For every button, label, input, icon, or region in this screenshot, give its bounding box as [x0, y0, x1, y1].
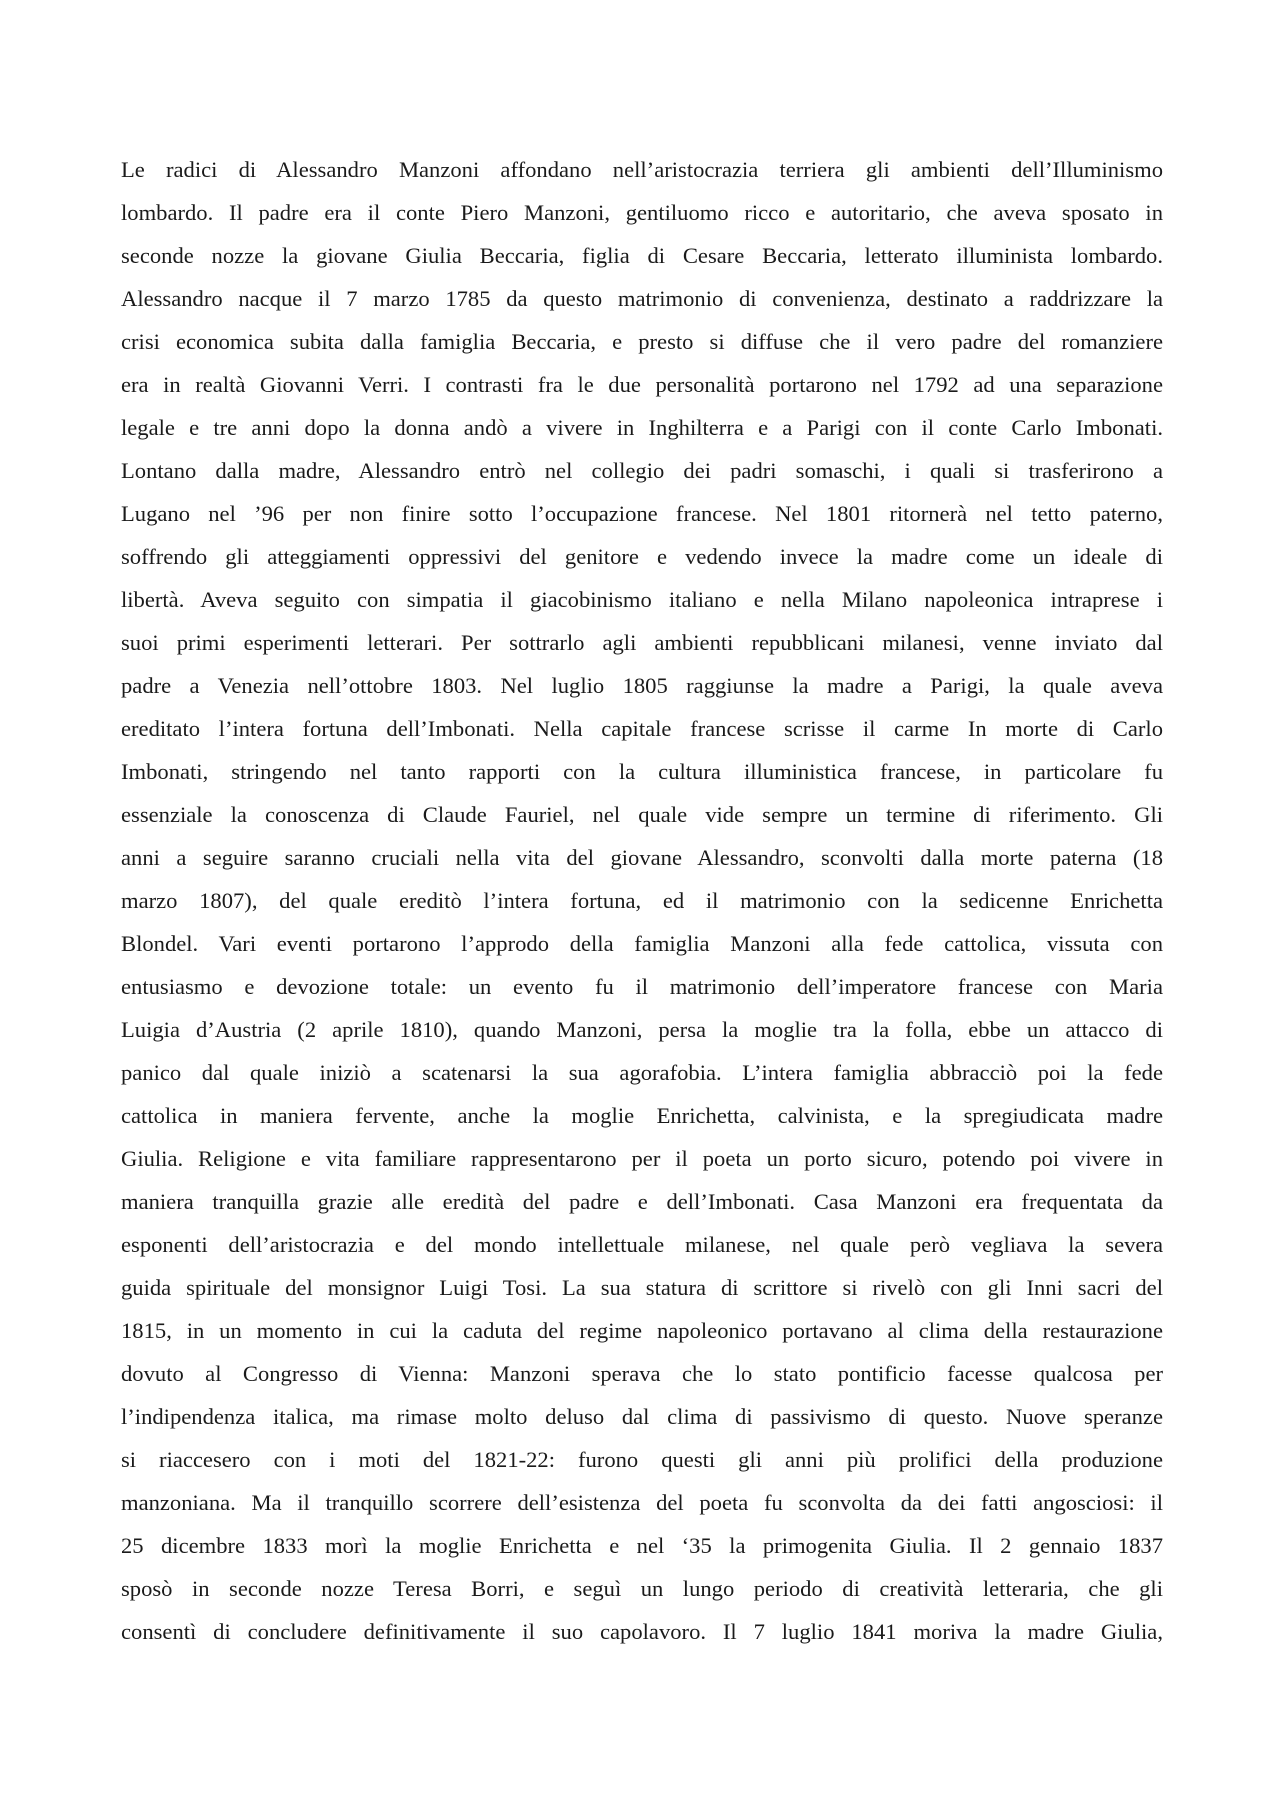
paragraph-line: seconde nozze la giovane Giulia Beccaria, figlia di Cesare Beccaria, letterato illuminista lombardo.: [121, 243, 1163, 268]
paragraph-line: padre a Venezia nell’ottobre 1803. Nel luglio 1805 raggiunse la madre a Parigi, la quale aveva: [121, 673, 1163, 698]
paragraph-line: guida spirituale del monsignor Luigi Tosi. La sua statura di scrittore si rivelò con gli Inni sacri del: [121, 1275, 1163, 1300]
paragraph-line: Lugano nel ’96 per non finire sotto l’occupazione francese. Nel 1801 ritornerà nel tetto paterno,: [121, 501, 1163, 526]
paragraph-line: anni a seguire saranno cruciali nella vita del giovane Alessandro, sconvolti dalla morte paterna (18: [121, 845, 1163, 870]
paragraph-line: esponenti dell’aristocrazia e del mondo intellettuale milanese, nel quale però vegliava la severa: [121, 1232, 1163, 1257]
paragraph-line: Luigia d’Austria (2 aprile 1810), quando Manzoni, persa la moglie tra la folla, ebbe un attacco di: [121, 1017, 1163, 1042]
paragraph-line: entusiasmo e devozione totale: un evento fu il matrimonio dell’imperatore francese con Maria: [121, 974, 1163, 999]
paragraph-line: libertà. Aveva seguito con simpatia il giacobinismo italiano e nella Milano napoleonica intraprese i: [121, 587, 1163, 612]
paragraph-line: si riaccesero con i moti del 1821-22: furono questi gli anni più prolifici della produzione: [121, 1447, 1163, 1472]
paragraph-line: essenziale la conoscenza di Claude Fauriel, nel quale vide sempre un termine di riferimento. Gli: [121, 802, 1163, 827]
paragraph-line: marzo 1807), del quale ereditò l’intera fortuna, ed il matrimonio con la sedicenne Enrichetta: [121, 888, 1163, 913]
paragraph-line: l’indipendenza italica, ma rimase molto deluso dal clima di passivismo di questo. Nuove speranze: [121, 1404, 1163, 1429]
paragraph-line: dovuto al Congresso di Vienna: Manzoni sperava che lo stato pontificio facesse qualcosa per: [121, 1361, 1163, 1386]
paragraph-line: suoi primi esperimenti letterari. Per sottrarlo agli ambienti repubblicani milanesi, venne inviato dal: [121, 630, 1163, 655]
body-paragraph: [121, 148, 1163, 1653]
paragraph-line: panico dal quale iniziò a scatenarsi la sua agorafobia. L’intera famiglia abbracciò poi la fede: [121, 1060, 1163, 1085]
paragraph-line: Blondel. Vari eventi portarono l’approdo della famiglia Manzoni alla fede cattolica, vissuta con: [121, 931, 1163, 956]
paragraph-line: manzoniana. Ma il tranquillo scorrere dell’esistenza del poeta fu sconvolta da dei fatti angosciosi: il: [121, 1490, 1163, 1515]
paragraph-line: Lontano dalla madre, Alessandro entrò nel collegio dei padri somaschi, i quali si trasferirono a: [121, 458, 1163, 483]
paragraph-line: legale e tre anni dopo la donna andò a vivere in Inghilterra e a Parigi con il conte Carlo Imbonati.: [121, 415, 1163, 440]
paragraph-line: ereditato l’intera fortuna dell’Imbonati. Nella capitale francese scrisse il carme In morte di Carlo: [121, 716, 1163, 741]
paragraph-line: lombardo. Il padre era il conte Piero Manzoni, gentiluomo ricco e autoritario, che aveva sposato in: [121, 200, 1163, 225]
paragraph-line: Giulia. Religione e vita familiare rappresentarono per il poeta un porto sicuro, potendo poi vivere in: [121, 1146, 1163, 1171]
paragraph-line: Alessandro nacque il 7 marzo 1785 da questo matrimonio di convenienza, destinato a raddrizzare la: [121, 286, 1163, 311]
paragraph-line: maniera tranquilla grazie alle eredità del padre e dell’Imbonati. Casa Manzoni era frequentata da: [121, 1189, 1163, 1214]
paragraph-line: Imbonati, stringendo nel tanto rapporti con la cultura illuministica francese, in particolare fu: [121, 759, 1163, 784]
paragraph-line: crisi economica subita dalla famiglia Beccaria, e presto si diffuse che il vero padre del romanziere: [121, 329, 1163, 354]
paragraph-line: consentì di concludere definitivamente il suo capolavoro. Il 7 luglio 1841 moriva la madre Giulia,: [121, 1619, 1163, 1644]
paragraph-line: 25 dicembre 1833 morì la moglie Enrichetta e nel ‘35 la primogenita Giulia. Il 2 gennaio 1837: [121, 1533, 1163, 1558]
paragraph-line: cattolica in maniera fervente, anche la moglie Enrichetta, calvinista, e la spregiudicata madre: [121, 1103, 1163, 1128]
paragraph-line: era in realtà Giovanni Verri. I contrasti fra le due personalità portarono nel 1792 ad una separazione: [121, 372, 1163, 397]
paragraph-line: 1815, in un momento in cui la caduta del regime napoleonico portavano al clima della restaurazione: [121, 1318, 1163, 1343]
paragraph-line: sposò in seconde nozze Teresa Borri, e seguì un lungo periodo di creatività letteraria, che gli: [121, 1576, 1163, 1601]
paragraph-line: soffrendo gli atteggiamenti oppressivi del genitore e vedendo invece la madre come un ideale di: [121, 544, 1163, 569]
paragraph-line: Le radici di Alessandro Manzoni affondano nell’aristocrazia terriera gli ambienti dell’Illuminismo: [121, 157, 1163, 182]
